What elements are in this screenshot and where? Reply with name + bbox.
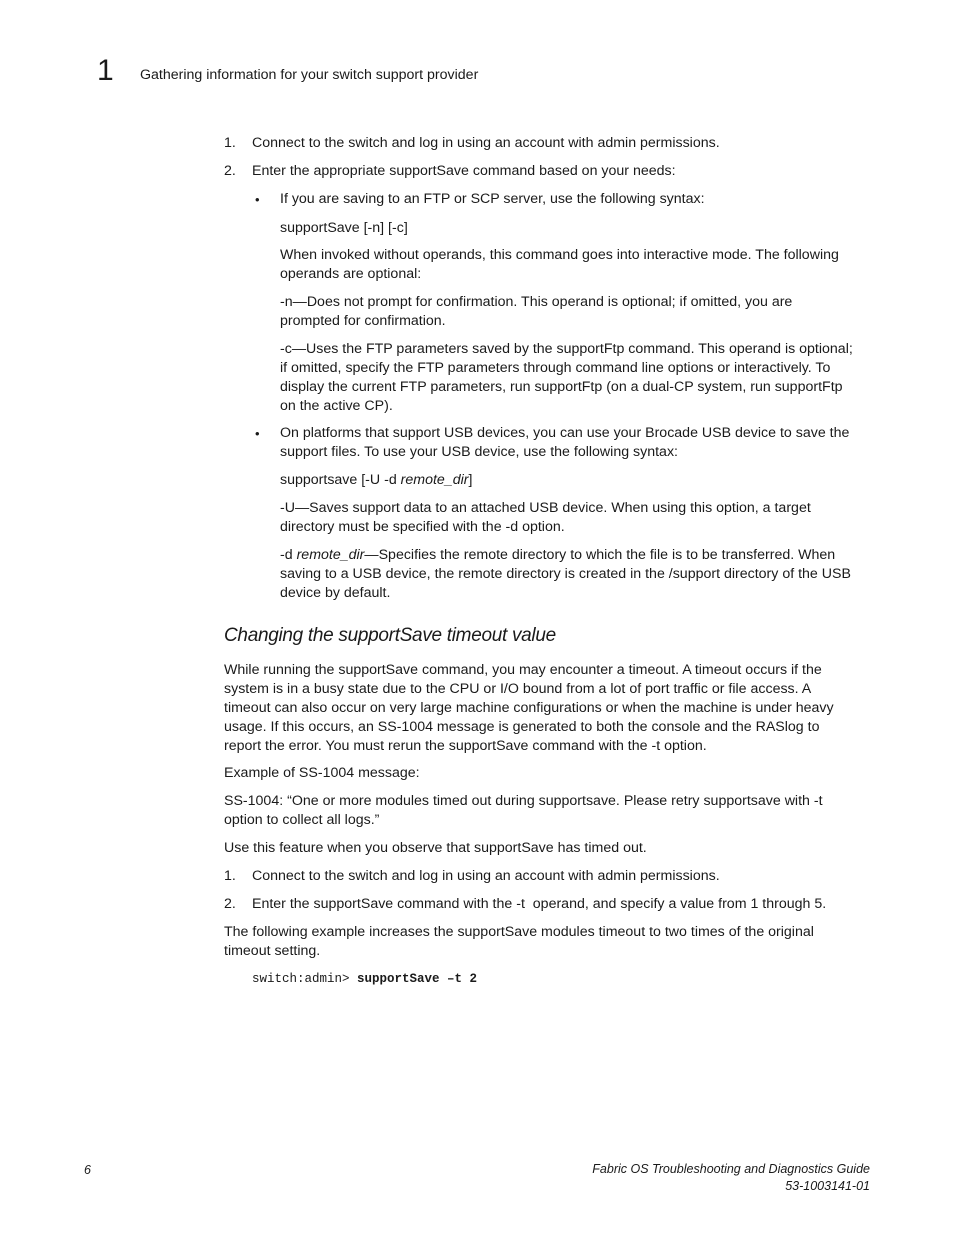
doc-number: 53-1003141-01 <box>785 1179 870 1193</box>
operand-c-description: -c—Uses the FTP parameters saved by the supportFtp command. This operand is optional; if omitted, specify the FTP parameters through command line options or interactively. To display the current FTP parameters, run supportFtp (on a dual-CP system, run supportFtp on the active CP). <box>280 341 853 414</box>
section-heading: Changing the supportSave timeout value <box>224 625 556 646</box>
ss1004-message: SS-1004: “One or more modules timed out during supportsave. Please retry supportsave with -t option to collect all logs.” <box>224 793 823 828</box>
step-text: Connect to the switch and log in using an account with admin permissions. <box>252 868 720 884</box>
step-text: Connect to the switch and log in using an account with admin permissions. <box>252 135 720 151</box>
operand-n: n <box>284 294 293 310</box>
step-text: Enter the appropriate supportSave command based on your needs: <box>252 163 676 179</box>
operand-c: c <box>284 341 292 357</box>
operand-d-description: -d remote_dir—Specifies the remote directory to which the file is to be transferred. When saving to a USB device, the remote directory is created in the /support directory of the USB device by default. <box>280 547 851 601</box>
step-text: Enter the supportSave command with the -t operand, and specify a value from 1 through 5. <box>252 896 827 912</box>
usb-syntax: supportsave [-U -d remote_dir] <box>280 472 473 488</box>
running-head: Gathering information for your switch support provider <box>140 67 479 83</box>
command-supportsave: supportSave <box>389 163 469 179</box>
page-number: 6 <box>84 1163 91 1177</box>
use-feature-text: Use this feature when you observe that supportSave has timed out. <box>224 840 647 856</box>
operand-n-description: -n—Does not prompt for confirmation. This operand is optional; if omitted, you are prompted for confirmation. <box>280 294 793 329</box>
example-description: The following example increases the supportSave modules timeout to two times of the original timeout setting. <box>224 924 814 959</box>
chapter-number: 1 <box>97 54 114 87</box>
footer-info <box>592 1161 870 1195</box>
step-number: 1. <box>224 135 236 151</box>
ftp-syntax: supportSave [-n] [-c] <box>280 220 408 236</box>
step-number: 1. <box>224 868 236 884</box>
step-number: 2. <box>224 163 236 179</box>
bullet-text: On platforms that support USB devices, you can use your Brocade USB device to save the support files. To use your USB device, use the following syntax: <box>280 425 850 460</box>
bullet-text: If you are saving to an FTP or SCP server, use the following syntax: <box>280 191 705 207</box>
timeout-paragraph: While running the supportSave command, you may encounter a timeout. A timeout occurs if the system is in a busy state due to the CPU or I/O bound from a lot of port traffic or file access. A timeout can also occur on very large machine configurations or when the machine is under heavy usage. If this occurs, an SS-1004 message is generated to both the console and the RASlog to report the error. You must rerun the supportSave command with the -t option. <box>224 662 834 754</box>
ftp-description: When invoked without operands, this command goes into interactive mode. The following operands are optional: <box>280 247 839 282</box>
command-supportftp: supportFtp <box>556 341 625 357</box>
code-example: switch:admin> supportSave –t 2 <box>252 972 478 986</box>
bullet-icon: • <box>255 426 260 441</box>
bullet-icon: • <box>255 192 260 207</box>
book-title: Fabric OS Troubleshooting and Diagnostics Guide <box>592 1162 870 1176</box>
example-label: Example of SS-1004 message: <box>224 765 420 781</box>
operand-d: d <box>284 547 293 563</box>
operand-u: U <box>284 500 295 516</box>
step-number: 2. <box>224 896 236 912</box>
operand-u-description: -U—Saves support data to an attached USB device. When using this option, a target directory must be specified with the -d option. <box>280 500 811 535</box>
